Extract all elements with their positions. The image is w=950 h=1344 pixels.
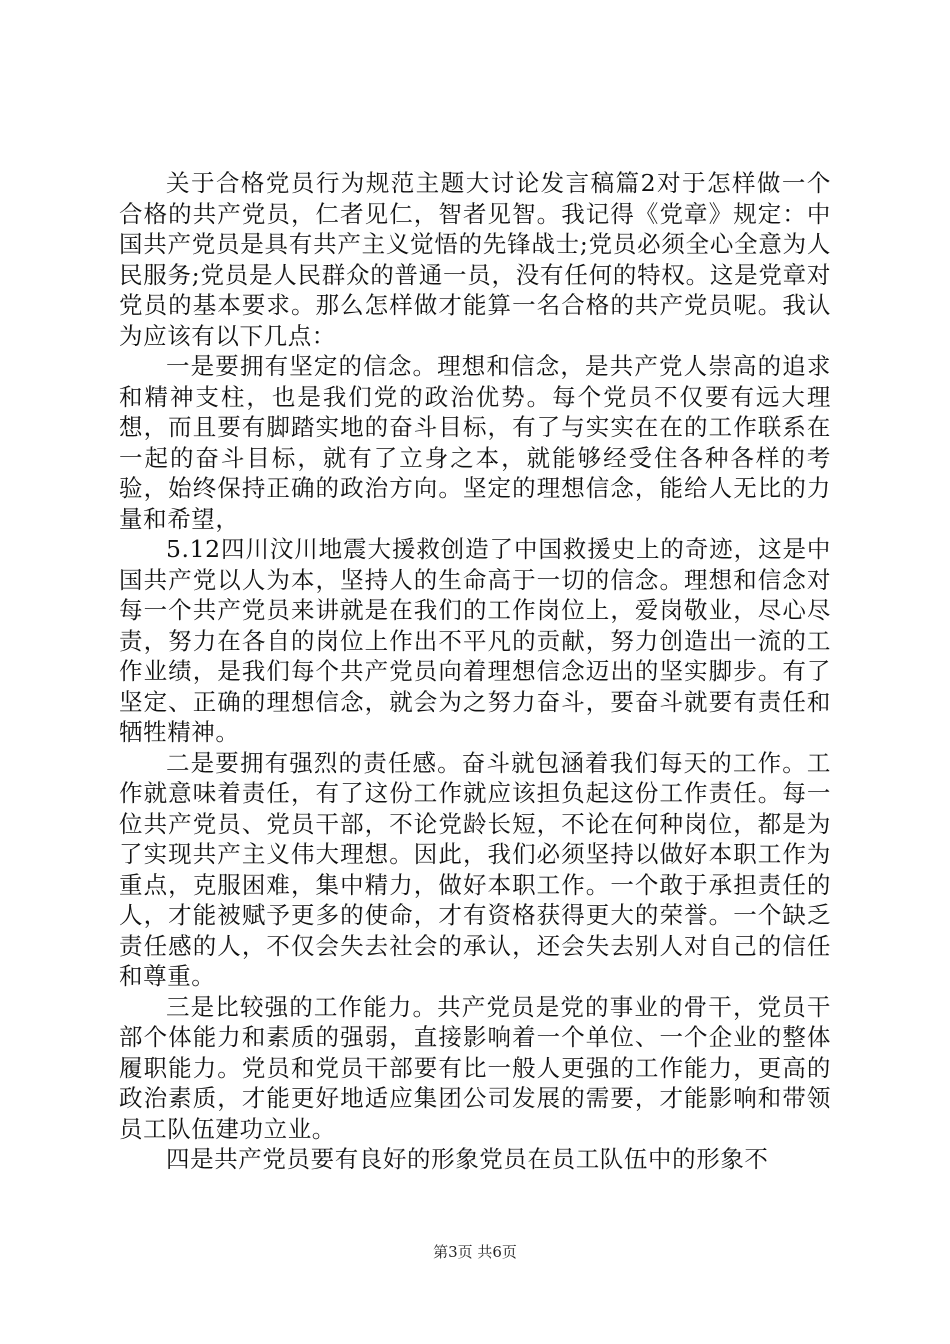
document-body: [119, 168, 831, 1175]
paragraph-point-four: 四是共产党员要有良好的形象党员在员工队伍中的形象不: [166, 1145, 769, 1173]
paragraph-earthquake: 5.12四川汶川地震大援救创造了中国救援史上的奇迹，这是中国共产党以人为本，坚持人的生命高于一切的信念。理想和信念对每一个共产党员来讲就是在我们的工作岗位上，爱岗敬业，尽心尽责，努力在各自的岗位上作出不平凡的贡献，努力创造出一流的工作业绩，是我们每个共产党员向着理想信念迈出的坚实脚步。有了坚定、正确的理想信念，就会为之努力奋斗，要奋斗就要有责任和牺牲精神。: [119, 535, 831, 746]
paragraph-point-one: 一是要拥有坚定的信念。理想和信念，是共产党人崇高的追求和精神支柱，也是我们党的政治优势。每个党员不仅要有远大理想，而且要有脚踏实地的奋斗目标，有了与实实在在的工作联系在一起的奋斗目标，就有了立身之本，就能够经受住各种各样的考验，始终保持正确的政治方向。坚定的理想信念，能给人无比的力量和希望，: [119, 352, 831, 533]
paragraph-intro: 关于合格党员行为规范主题大讨论发言稿篇2对于怎样做一个合格的共产党员，仁者见仁，智者见智。我记得《党章》规定：中国共产党员是具有共产主义觉悟的先锋战士;党员必须全心全意为人民服务;党员是人民群众的普通一员，没有任何的特权。这是党章对党员的基本要求。那么怎样做才能算一名合格的共产党员呢。我认为应该有以下几点：: [119, 169, 831, 350]
paragraph-point-three: 三是比较强的工作能力。共产党员是党的事业的骨干，党员干部个体能力和素质的强弱，直接影响着一个单位、一个企业的整体履职能力。党员和党员干部要有比一般人更强的工作能力，更高的政治素质，才能更好地适应集团公司发展的需要，才能影响和带领员工队伍建功立业。: [119, 992, 831, 1143]
page-number-footer: 第3页 共6页: [433, 1243, 517, 1261]
paragraph-point-two: 二是要拥有强烈的责任感。奋斗就包涵着我们每天的工作。工作就意味着责任，有了这份工作就应该担负起这份工作责任。每一位共产党员、党员干部，不论党龄长短，不论在何种岗位，都是为了实现共产主义伟大理想。因此，我们必须坚持以做好本职工作为重点，克服困难，集中精力，做好本职工作。一个敢于承担责任的人，才能被赋予更多的使命，才有资格获得更大的荣誉。一个缺乏责任感的人，不仅会失去社会的承认，还会失去别人对自己的信任和尊重。: [119, 748, 831, 990]
